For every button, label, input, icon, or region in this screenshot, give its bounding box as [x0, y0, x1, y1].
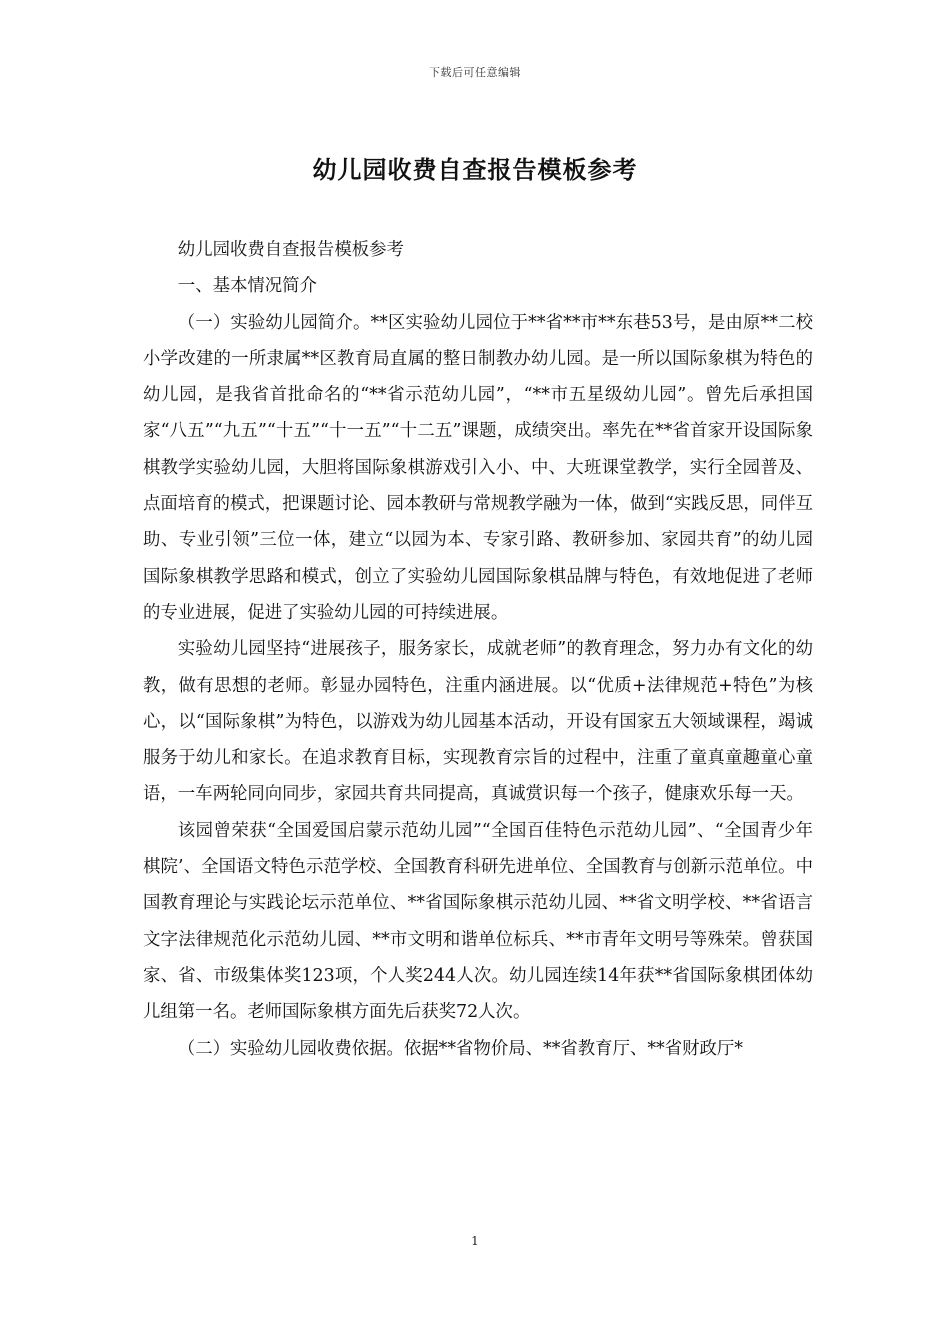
body-paragraph: （一）实验幼儿园简介。**区实验幼儿园位于**省**市**东巷53号，是由原**二校小学改建的一所隶属**区教育局直属的整日制教办幼儿园。是一所以国际象棋为特色的幼儿园，是我省首批命名的“**省示范幼儿园”，“**市五星级幼儿园”。曾先后承担国家“八五”“九五”“十五”“十一五”“十二五”课题，成绩突出。率先在**省首家开设国际象棋教学实验幼儿园，大胆将国际象棋游戏引入小、中、大班课堂教学，实行全园普及、点面培育的模式，把课题讨论、园本教研与常规教学融为一体，做到“实践反思，同伴互助、专业引领”三位一体，建立“以园为本、专家引路、教研参加、家园共育”的幼儿园国际象棋教学思路和模式，创立了实验幼儿园国际象棋品牌与特色，有效地促进了老师的专业进展，促进了实验幼儿园的可持续进展。	[143, 312, 813, 623]
header-note: 下载后可任意编辑	[429, 66, 521, 79]
document-body	[143, 232, 813, 1067]
body-paragraph: 该园曾荣获“全国爱国启蒙示范幼儿园”“全国百佳特色示范幼儿园”、“全国青少年棋院’、全国语文特色示范学校、全国教育科研先进单位、全国教育与创新示范单位。中国教育理论与实践论坛示范单位、**省国际象棋示范幼儿园、**省文明学校、**省语言文字法律规范化示范幼儿园、**市文明和谐单位标兵、**市青年文明号等殊荣。曾获国家、省、市级集体奖123项，个人奖244人次。幼儿园连续14年获**省国际象棋团体幼儿组第一名。老师国际象棋方面先后获奖72人次。	[143, 820, 813, 1023]
body-paragraph-intro-title: 幼儿园收费自查报告模板参考	[177, 240, 404, 260]
section-heading-basic-info: 一、基本情况简介	[177, 276, 317, 297]
document-title: 幼儿园收费自查报告模板参考	[312, 155, 638, 184]
page-number: 1	[471, 1234, 479, 1248]
body-paragraph: （二）实验幼儿园收费依据。依据**省物价局、**省教育厅、**省财政厅*	[177, 1038, 743, 1059]
body-paragraph: 实验幼儿园坚持“进展孩子，服务家长，成就老师”的教育理念，努力办有文化的幼教，做有思想的老师。彰显办园特色，注重内涵进展。以“优质+法律规范+特色”为核心，以“国际象棋”为特色，以游戏为幼儿园基本活动，开设有国家五大领域课程，竭诚服务于幼儿和家长。在追求教育目标，实现教育宗旨的过程中，注重了童真童趣童心童语，一车两轮同向同步，家园共育共同提高，真诚赏识每一个孩子，健康欢乐每一天。	[143, 639, 813, 805]
